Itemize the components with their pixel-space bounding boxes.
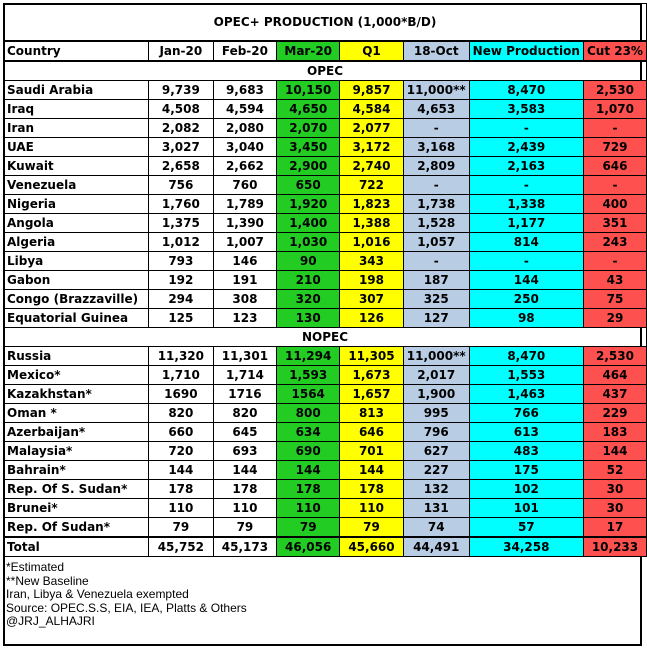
col-header-jan20: Jan-20 bbox=[149, 41, 214, 61]
cell-new-production: 613 bbox=[469, 423, 583, 442]
cell-q1: 1,823 bbox=[340, 195, 404, 214]
cell-new-production: 3,583 bbox=[469, 100, 583, 119]
cell-cut: 30 bbox=[583, 480, 646, 499]
cell-oct18: - bbox=[403, 119, 469, 138]
cell-q1: 45,660 bbox=[340, 537, 404, 557]
cell-cut: 229 bbox=[583, 404, 646, 423]
table-row bbox=[4, 518, 647, 538]
cell-q1: 1,657 bbox=[340, 385, 404, 404]
cell-jan20: 79 bbox=[149, 518, 214, 538]
table-row bbox=[4, 157, 647, 176]
note-exempted: Iran, Libya & Venezuela exempted bbox=[6, 587, 189, 601]
cell-oct18: 11,000** bbox=[403, 81, 469, 100]
table-row bbox=[4, 480, 647, 499]
table-row bbox=[4, 347, 647, 366]
table-row bbox=[4, 404, 647, 423]
cell-new-production: 8,470 bbox=[469, 347, 583, 366]
cell-jan20: 660 bbox=[149, 423, 214, 442]
cell-cut: 10,233 bbox=[583, 537, 646, 557]
cell-country: Russia bbox=[4, 347, 149, 366]
table-row bbox=[4, 195, 647, 214]
cell-new-production: 102 bbox=[469, 480, 583, 499]
cell-q1: 1,673 bbox=[340, 366, 404, 385]
cell-cut: 144 bbox=[583, 442, 646, 461]
cell-country: Kazakhstan* bbox=[4, 385, 149, 404]
cell-q1: 3,172 bbox=[340, 138, 404, 157]
table-title: OPEC+ PRODUCTION (1,000*B/D) bbox=[4, 4, 647, 42]
cell-oct18: 796 bbox=[403, 423, 469, 442]
table-row bbox=[4, 290, 647, 309]
cell-q1: 144 bbox=[340, 461, 404, 480]
cell-cut: 2,530 bbox=[583, 347, 646, 366]
cell-mar20: 110 bbox=[277, 499, 340, 518]
cell-country: Bahrain* bbox=[4, 461, 149, 480]
total-row bbox=[4, 537, 647, 557]
cell-mar20: 650 bbox=[277, 176, 340, 195]
cell-feb20: 110 bbox=[213, 499, 277, 518]
cell-oct18: 11,000** bbox=[403, 347, 469, 366]
cell-q1: 198 bbox=[340, 271, 404, 290]
cell-mar20: 210 bbox=[277, 271, 340, 290]
col-header-country: Country bbox=[4, 41, 149, 61]
cell-feb20: 3,040 bbox=[213, 138, 277, 157]
cell-jan20: 1,760 bbox=[149, 195, 214, 214]
cell-oct18: 227 bbox=[403, 461, 469, 480]
table-row bbox=[4, 461, 647, 480]
cell-new-production: 8,470 bbox=[469, 81, 583, 100]
cell-oct18: 627 bbox=[403, 442, 469, 461]
cell-country: Mexico* bbox=[4, 366, 149, 385]
cell-cut: 52 bbox=[583, 461, 646, 480]
table-row bbox=[4, 309, 647, 328]
table-row bbox=[4, 442, 647, 461]
cell-feb20: 178 bbox=[213, 480, 277, 499]
table-row bbox=[4, 81, 647, 100]
cell-country: Angola bbox=[4, 214, 149, 233]
cell-jan20: 720 bbox=[149, 442, 214, 461]
note-author: @JRJ_ALHAJRI bbox=[6, 614, 95, 628]
cell-oct18: 132 bbox=[403, 480, 469, 499]
cell-feb20: 760 bbox=[213, 176, 277, 195]
cell-jan20: 820 bbox=[149, 404, 214, 423]
cell-q1: 126 bbox=[340, 309, 404, 328]
cell-q1: 178 bbox=[340, 480, 404, 499]
cell-new-production: - bbox=[469, 252, 583, 271]
cell-new-production: - bbox=[469, 119, 583, 138]
cell-mar20: 1,400 bbox=[277, 214, 340, 233]
cell-country: Brunei* bbox=[4, 499, 149, 518]
cell-cut: 400 bbox=[583, 195, 646, 214]
cell-feb20: 1716 bbox=[213, 385, 277, 404]
cell-mar20: 1,030 bbox=[277, 233, 340, 252]
table-row bbox=[4, 252, 647, 271]
col-header-cut: Cut 23% bbox=[583, 41, 646, 61]
cell-country: Iraq bbox=[4, 100, 149, 119]
cell-oct18: 2,017 bbox=[403, 366, 469, 385]
cell-new-production: 1,338 bbox=[469, 195, 583, 214]
cell-oct18: 131 bbox=[403, 499, 469, 518]
cell-q1: 110 bbox=[340, 499, 404, 518]
cell-oct18: 995 bbox=[403, 404, 469, 423]
cell-new-production: 34,258 bbox=[469, 537, 583, 557]
cell-q1: 701 bbox=[340, 442, 404, 461]
cell-mar20: 1,593 bbox=[277, 366, 340, 385]
section-label: NOPEC bbox=[4, 328, 647, 347]
cell-oct18: 4,653 bbox=[403, 100, 469, 119]
section-header-row bbox=[4, 328, 647, 347]
cell-jan20: 11,320 bbox=[149, 347, 214, 366]
cell-new-production: 98 bbox=[469, 309, 583, 328]
header-row bbox=[4, 41, 647, 61]
cell-mar20: 130 bbox=[277, 309, 340, 328]
cell-country: UAE bbox=[4, 138, 149, 157]
cell-feb20: 9,683 bbox=[213, 81, 277, 100]
cell-feb20: 2,080 bbox=[213, 119, 277, 138]
cell-feb20: 1,007 bbox=[213, 233, 277, 252]
cell-country: Equatorial Guinea bbox=[4, 309, 149, 328]
cell-feb20: 2,662 bbox=[213, 157, 277, 176]
cell-q1: 79 bbox=[340, 518, 404, 538]
note-source: Source: OPEC.S.S, EIA, IEA, Platts & Others bbox=[6, 600, 247, 615]
cell-oct18: 2,809 bbox=[403, 157, 469, 176]
cell-feb20: 146 bbox=[213, 252, 277, 271]
cell-new-production: 766 bbox=[469, 404, 583, 423]
cell-cut: 183 bbox=[583, 423, 646, 442]
cell-feb20: 1,390 bbox=[213, 214, 277, 233]
cell-cut: 464 bbox=[583, 366, 646, 385]
cell-jan20: 2,658 bbox=[149, 157, 214, 176]
cell-jan20: 1690 bbox=[149, 385, 214, 404]
cell-feb20: 45,173 bbox=[213, 537, 277, 557]
cell-country: Azerbaijan* bbox=[4, 423, 149, 442]
cell-oct18: 187 bbox=[403, 271, 469, 290]
cell-feb20: 4,594 bbox=[213, 100, 277, 119]
cell-q1: 2,077 bbox=[340, 119, 404, 138]
cell-mar20: 1,920 bbox=[277, 195, 340, 214]
cell-jan20: 1,375 bbox=[149, 214, 214, 233]
cell-cut: 243 bbox=[583, 233, 646, 252]
cell-country: Rep. Of Sudan* bbox=[4, 518, 149, 538]
cell-cut: 646 bbox=[583, 157, 646, 176]
cell-country: Total bbox=[4, 537, 149, 557]
col-header-new-production: New Production bbox=[469, 41, 583, 61]
cell-jan20: 9,739 bbox=[149, 81, 214, 100]
table-row bbox=[4, 366, 647, 385]
cell-mar20: 634 bbox=[277, 423, 340, 442]
cell-q1: 1,388 bbox=[340, 214, 404, 233]
cell-new-production: 101 bbox=[469, 499, 583, 518]
cell-jan20: 3,027 bbox=[149, 138, 214, 157]
cell-country: Saudi Arabia bbox=[4, 81, 149, 100]
cell-new-production: 483 bbox=[469, 442, 583, 461]
cell-country: Oman * bbox=[4, 404, 149, 423]
col-header-mar20: Mar-20 bbox=[277, 41, 340, 61]
cell-q1: 2,740 bbox=[340, 157, 404, 176]
cell-jan20: 144 bbox=[149, 461, 214, 480]
cell-oct18: - bbox=[403, 252, 469, 271]
cell-feb20: 308 bbox=[213, 290, 277, 309]
cell-feb20: 820 bbox=[213, 404, 277, 423]
cell-feb20: 693 bbox=[213, 442, 277, 461]
cell-feb20: 1,789 bbox=[213, 195, 277, 214]
cell-jan20: 192 bbox=[149, 271, 214, 290]
table-row bbox=[4, 138, 647, 157]
cell-cut: 437 bbox=[583, 385, 646, 404]
cell-mar20: 3,450 bbox=[277, 138, 340, 157]
cell-mar20: 10,150 bbox=[277, 81, 340, 100]
cell-mar20: 320 bbox=[277, 290, 340, 309]
cell-oct18: 1,528 bbox=[403, 214, 469, 233]
cell-jan20: 1,710 bbox=[149, 366, 214, 385]
table-row bbox=[4, 499, 647, 518]
cell-cut: 30 bbox=[583, 499, 646, 518]
cell-mar20: 2,900 bbox=[277, 157, 340, 176]
cell-country: Nigeria bbox=[4, 195, 149, 214]
cell-cut: 351 bbox=[583, 214, 646, 233]
cell-mar20: 690 bbox=[277, 442, 340, 461]
table-row bbox=[4, 423, 647, 442]
cell-new-production: 1,463 bbox=[469, 385, 583, 404]
cell-mar20: 46,056 bbox=[277, 537, 340, 557]
cell-cut: 1,070 bbox=[583, 100, 646, 119]
cell-cut: 29 bbox=[583, 309, 646, 328]
note-estimated: *Estimated bbox=[6, 560, 65, 574]
cell-jan20: 1,012 bbox=[149, 233, 214, 252]
cell-cut: - bbox=[583, 176, 646, 195]
cell-cut: 2,530 bbox=[583, 81, 646, 100]
cell-new-production: 1,177 bbox=[469, 214, 583, 233]
cell-oct18: 1,900 bbox=[403, 385, 469, 404]
cell-oct18: 3,168 bbox=[403, 138, 469, 157]
section-label: OPEC bbox=[4, 61, 647, 81]
cell-cut: 17 bbox=[583, 518, 646, 538]
table-row bbox=[4, 214, 647, 233]
cell-country: Rep. Of S. Sudan* bbox=[4, 480, 149, 499]
cell-jan20: 756 bbox=[149, 176, 214, 195]
cell-cut: 75 bbox=[583, 290, 646, 309]
cell-feb20: 123 bbox=[213, 309, 277, 328]
cell-jan20: 125 bbox=[149, 309, 214, 328]
note-baseline: **New Baseline bbox=[6, 573, 89, 588]
cell-oct18: - bbox=[403, 176, 469, 195]
cell-cut: - bbox=[583, 252, 646, 271]
cell-oct18: 1,738 bbox=[403, 195, 469, 214]
cell-feb20: 191 bbox=[213, 271, 277, 290]
cell-mar20: 178 bbox=[277, 480, 340, 499]
table-row bbox=[4, 271, 647, 290]
cell-mar20: 90 bbox=[277, 252, 340, 271]
cell-oct18: 325 bbox=[403, 290, 469, 309]
cell-q1: 813 bbox=[340, 404, 404, 423]
cell-new-production: 2,439 bbox=[469, 138, 583, 157]
cell-q1: 4,584 bbox=[340, 100, 404, 119]
cell-oct18: 127 bbox=[403, 309, 469, 328]
table-row bbox=[4, 385, 647, 404]
cell-mar20: 800 bbox=[277, 404, 340, 423]
cell-feb20: 645 bbox=[213, 423, 277, 442]
cell-cut: - bbox=[583, 119, 646, 138]
cell-oct18: 74 bbox=[403, 518, 469, 538]
col-header-q1: Q1 bbox=[340, 41, 404, 61]
cell-jan20: 110 bbox=[149, 499, 214, 518]
cell-mar20: 11,294 bbox=[277, 347, 340, 366]
cell-mar20: 2,070 bbox=[277, 119, 340, 138]
cell-new-production: 814 bbox=[469, 233, 583, 252]
cell-mar20: 144 bbox=[277, 461, 340, 480]
cell-new-production: 144 bbox=[469, 271, 583, 290]
cell-cut: 729 bbox=[583, 138, 646, 157]
cell-q1: 307 bbox=[340, 290, 404, 309]
cell-jan20: 793 bbox=[149, 252, 214, 271]
col-header-oct18: 18-Oct bbox=[403, 41, 469, 61]
section-header-row bbox=[4, 61, 647, 81]
cell-oct18: 1,057 bbox=[403, 233, 469, 252]
cell-new-production: 2,163 bbox=[469, 157, 583, 176]
cell-q1: 343 bbox=[340, 252, 404, 271]
table-row bbox=[4, 100, 647, 119]
cell-jan20: 2,082 bbox=[149, 119, 214, 138]
cell-mar20: 1564 bbox=[277, 385, 340, 404]
table-row bbox=[4, 176, 647, 195]
cell-q1: 1,016 bbox=[340, 233, 404, 252]
cell-feb20: 79 bbox=[213, 518, 277, 538]
cell-q1: 11,305 bbox=[340, 347, 404, 366]
cell-jan20: 178 bbox=[149, 480, 214, 499]
footnotes bbox=[6, 561, 636, 629]
cell-new-production: 57 bbox=[469, 518, 583, 538]
cell-new-production: 250 bbox=[469, 290, 583, 309]
cell-country: Algeria bbox=[4, 233, 149, 252]
col-header-feb20: Feb-20 bbox=[213, 41, 277, 61]
cell-country: Kuwait bbox=[4, 157, 149, 176]
table-row bbox=[4, 119, 647, 138]
table-row bbox=[4, 233, 647, 252]
cell-jan20: 45,752 bbox=[149, 537, 214, 557]
cell-cut: 43 bbox=[583, 271, 646, 290]
cell-country: Gabon bbox=[4, 271, 149, 290]
cell-jan20: 4,508 bbox=[149, 100, 214, 119]
cell-country: Iran bbox=[4, 119, 149, 138]
cell-feb20: 11,301 bbox=[213, 347, 277, 366]
production-table bbox=[3, 3, 647, 557]
cell-country: Congo (Brazzaville) bbox=[4, 290, 149, 309]
cell-mar20: 79 bbox=[277, 518, 340, 538]
cell-mar20: 4,650 bbox=[277, 100, 340, 119]
cell-new-production: 1,553 bbox=[469, 366, 583, 385]
cell-jan20: 294 bbox=[149, 290, 214, 309]
cell-new-production: - bbox=[469, 176, 583, 195]
cell-q1: 9,857 bbox=[340, 81, 404, 100]
cell-feb20: 1,714 bbox=[213, 366, 277, 385]
cell-q1: 722 bbox=[340, 176, 404, 195]
cell-oct18: 44,491 bbox=[403, 537, 469, 557]
cell-country: Malaysia* bbox=[4, 442, 149, 461]
cell-country: Libya bbox=[4, 252, 149, 271]
cell-feb20: 144 bbox=[213, 461, 277, 480]
cell-new-production: 175 bbox=[469, 461, 583, 480]
cell-q1: 646 bbox=[340, 423, 404, 442]
cell-country: Venezuela bbox=[4, 176, 149, 195]
